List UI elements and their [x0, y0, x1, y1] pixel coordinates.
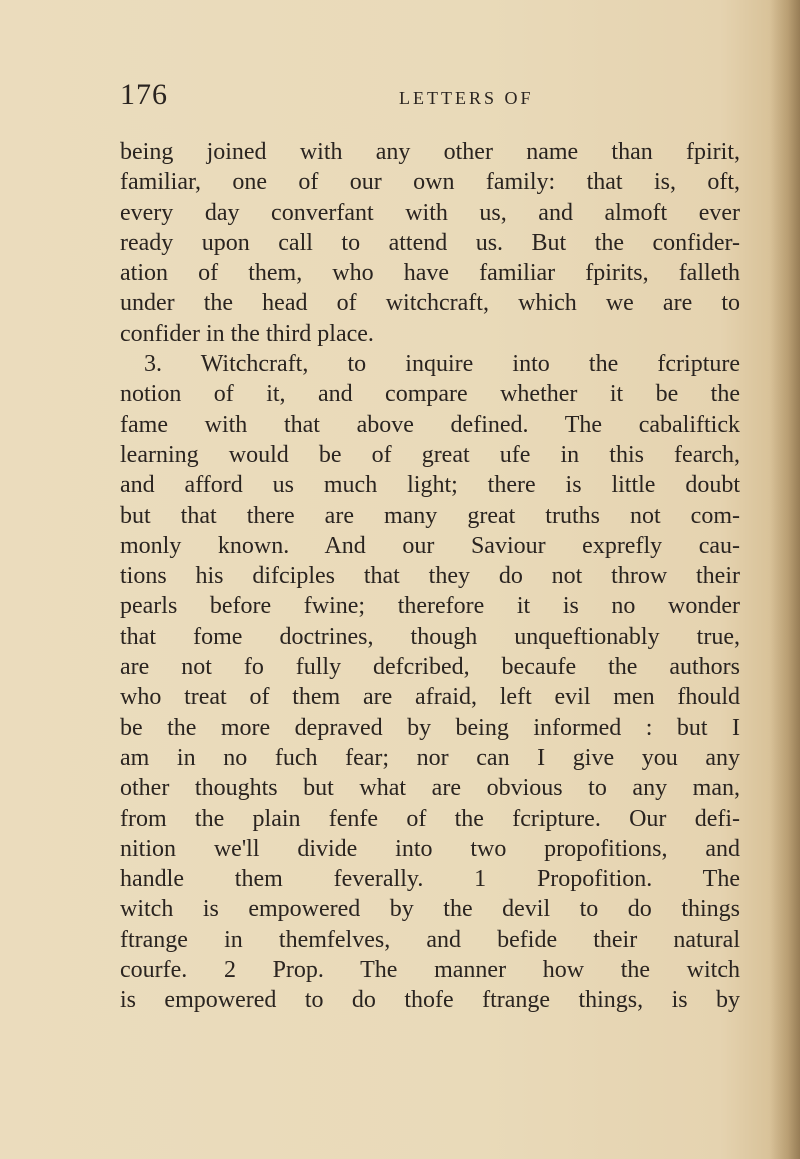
- text-line: witch is empowered by the devil to do things: [120, 896, 740, 923]
- text-line: every day converfant with us, and almoft ever: [120, 199, 740, 226]
- body-text: [120, 137, 740, 1016]
- text-line: other thoughts but what are obvious to any man,: [120, 775, 740, 802]
- text-line: under the head of witchcraft, which we are to: [120, 290, 740, 317]
- text-line: from the plain fenfe of the fcripture. Our defi-: [120, 805, 740, 832]
- text-line: being joined with any other name than fpirit,: [120, 139, 740, 165]
- text-line: are not fo fully defcribed, becaufe the authors: [120, 654, 740, 681]
- text-line: fame with that above defined. The cabaliftick: [120, 411, 740, 438]
- text-line: ready upon call to attend us. But the confider-: [120, 229, 740, 256]
- text-line: learning would be of great ufe in this fearch,: [120, 441, 740, 468]
- page-header: [120, 78, 720, 118]
- text-line: handle them feverally. 1 Propofition. The: [120, 866, 740, 893]
- text-line: confider in the third place.: [120, 320, 374, 347]
- text-line: ation of them, who have familiar fpirits, falleth: [120, 260, 740, 287]
- text-line: familiar, one of our own family: that is, oft,: [120, 169, 740, 196]
- text-line: am in no fuch fear; nor can I give you any: [120, 744, 740, 771]
- page-edge-shadow: [770, 0, 800, 1159]
- text-line: monly known. And our Saviour exprefly cau-: [120, 532, 740, 559]
- text-line: nition we'll divide into two propofitions, and: [120, 835, 740, 862]
- page-number: 176: [120, 78, 168, 111]
- text-line: 3. Witchcraft, to inquire into the fcripture: [144, 351, 740, 378]
- text-line: but that there are many great truths not com-: [120, 502, 740, 529]
- text-line: courfe. 2 Prop. The manner how the witch: [120, 957, 740, 984]
- text-line: who treat of them are afraid, left evil men fhould: [120, 684, 740, 711]
- text-line: is empowered to do thofe ftrange things, is by: [120, 987, 740, 1014]
- running-head: LETTERS OF: [399, 88, 534, 108]
- text-line: ftrange in themfelves, and befide their natural: [120, 926, 740, 953]
- text-line: that fome doctrines, though unqueftionably true,: [120, 623, 740, 650]
- text-line: and afford us much light; there is little doubt: [120, 472, 740, 499]
- text-line: notion of it, and compare whether it be the: [120, 381, 740, 408]
- text-line: pearls before fwine; therefore it is no wonder: [120, 593, 740, 620]
- text-line: tions his difciples that they do not throw their: [120, 563, 740, 590]
- text-line: be the more depraved by being informed : but I: [120, 714, 740, 741]
